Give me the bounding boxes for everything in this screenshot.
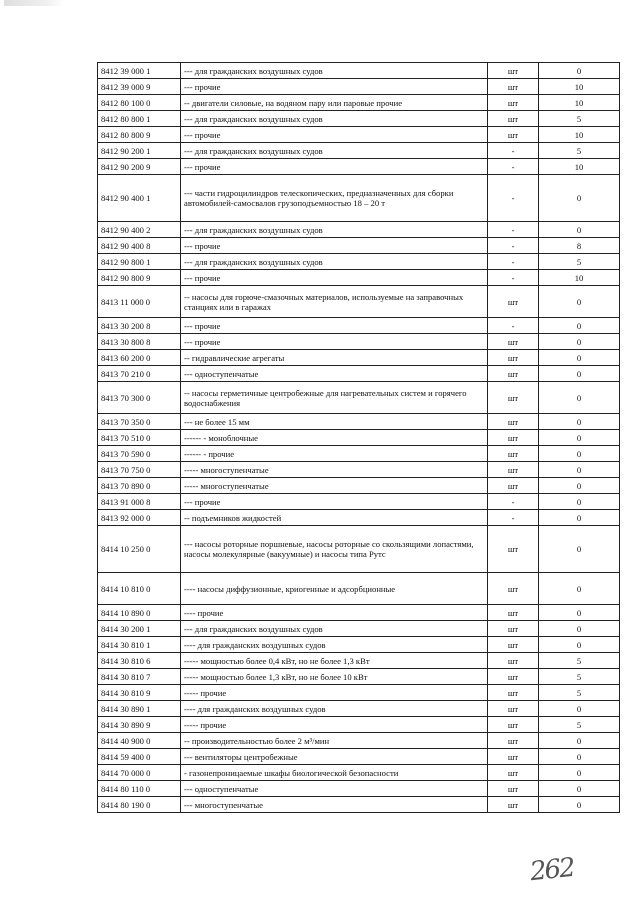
code-cell: 8414 10 810 0 xyxy=(98,573,181,605)
table-row xyxy=(98,286,620,318)
unit-cell: шт xyxy=(488,749,539,765)
description-cell: --- прочие xyxy=(181,494,488,510)
table-row xyxy=(98,270,620,286)
unit-cell: шт xyxy=(488,95,539,111)
rate-cell: 5 xyxy=(539,653,620,669)
code-cell: 8413 30 800 8 xyxy=(98,334,181,350)
rate-cell: 10 xyxy=(539,79,620,95)
table-row xyxy=(98,605,620,621)
code-cell: 8414 30 810 1 xyxy=(98,637,181,653)
page-number: 262 xyxy=(528,852,576,888)
unit-cell: шт xyxy=(488,605,539,621)
rate-cell: 0 xyxy=(539,382,620,414)
code-cell: 8412 90 400 8 xyxy=(98,238,181,254)
table-row xyxy=(98,63,620,79)
code-cell: 8414 30 810 9 xyxy=(98,685,181,701)
table-row xyxy=(98,701,620,717)
description-cell: --- части гидроцилиндров телескопических, предназначенных для сборки автомобилей-самосвалов грузоподъемностью 18 – 20 т xyxy=(181,175,488,222)
description-cell: - газонепроницаемые шкафы биологической безопасности xyxy=(181,765,488,781)
rate-cell: 10 xyxy=(539,270,620,286)
unit-cell: шт xyxy=(488,334,539,350)
code-cell: 8414 10 250 0 xyxy=(98,526,181,573)
unit-cell: шт xyxy=(488,382,539,414)
unit-cell: шт xyxy=(488,797,539,813)
description-cell: --- одноступенчатые xyxy=(181,781,488,797)
description-cell: ----- мощностью более 1,3 кВт, но не более 10 кВт xyxy=(181,669,488,685)
table-row xyxy=(98,127,620,143)
table-row xyxy=(98,414,620,430)
description-cell: ---- насосы диффузионные, криогенные и адсорбционные xyxy=(181,573,488,605)
code-cell: 8413 70 510 0 xyxy=(98,430,181,446)
description-cell: --- для гражданских воздушных судов xyxy=(181,254,488,270)
unit-cell: - xyxy=(488,254,539,270)
description-cell: --- прочие xyxy=(181,318,488,334)
description-cell: --- прочие xyxy=(181,79,488,95)
description-cell: -- производительностью более 2 м³/мин xyxy=(181,733,488,749)
table-row xyxy=(98,95,620,111)
rate-cell: 0 xyxy=(539,462,620,478)
code-cell: 8414 80 190 0 xyxy=(98,797,181,813)
unit-cell: - xyxy=(488,143,539,159)
table-row xyxy=(98,669,620,685)
rate-cell: 0 xyxy=(539,446,620,462)
description-cell: --- не более 15 мм xyxy=(181,414,488,430)
rate-cell: 0 xyxy=(539,430,620,446)
unit-cell: - xyxy=(488,510,539,526)
description-cell: --- для гражданских воздушных судов xyxy=(181,111,488,127)
code-cell: 8413 70 210 0 xyxy=(98,366,181,382)
description-cell: --- прочие xyxy=(181,270,488,286)
table-row xyxy=(98,765,620,781)
description-cell: ----- мощностью более 0,4 кВт, но не более 1,3 кВт xyxy=(181,653,488,669)
unit-cell: шт xyxy=(488,127,539,143)
description-cell: --- для гражданских воздушных судов xyxy=(181,63,488,79)
table-row xyxy=(98,143,620,159)
code-cell: 8412 90 200 9 xyxy=(98,159,181,175)
tariff-table xyxy=(97,62,620,813)
table-row xyxy=(98,111,620,127)
description-cell: --- одноступенчатые xyxy=(181,366,488,382)
rate-cell: 0 xyxy=(539,494,620,510)
code-cell: 8413 30 200 8 xyxy=(98,318,181,334)
unit-cell: шт xyxy=(488,765,539,781)
unit-cell: шт xyxy=(488,430,539,446)
table-row xyxy=(98,446,620,462)
unit-cell: шт xyxy=(488,350,539,366)
code-cell: 8414 40 900 0 xyxy=(98,733,181,749)
unit-cell: шт xyxy=(488,573,539,605)
rate-cell: 0 xyxy=(539,350,620,366)
table-row xyxy=(98,685,620,701)
description-cell: -- насосы герметичные центробежные для нагревательных систем и горячего водоснабжения xyxy=(181,382,488,414)
description-cell: ---- для гражданских воздушных судов xyxy=(181,701,488,717)
unit-cell: шт xyxy=(488,781,539,797)
description-cell: --- для гражданских воздушных судов xyxy=(181,621,488,637)
rate-cell: 0 xyxy=(539,733,620,749)
code-cell: 8414 80 110 0 xyxy=(98,781,181,797)
code-cell: 8412 90 200 1 xyxy=(98,143,181,159)
description-cell: ---- прочие xyxy=(181,605,488,621)
unit-cell: шт xyxy=(488,366,539,382)
table-row xyxy=(98,733,620,749)
table-row xyxy=(98,510,620,526)
unit-cell: шт xyxy=(488,653,539,669)
table-row xyxy=(98,781,620,797)
handwritten-page-number xyxy=(528,852,620,895)
code-cell: 8414 10 890 0 xyxy=(98,605,181,621)
code-cell: 8414 30 890 9 xyxy=(98,717,181,733)
table-row xyxy=(98,494,620,510)
rate-cell: 0 xyxy=(539,366,620,382)
unit-cell: - xyxy=(488,494,539,510)
code-cell: 8412 90 400 1 xyxy=(98,175,181,222)
description-cell: -- гидравлические агрегаты xyxy=(181,350,488,366)
code-cell: 8413 11 000 0 xyxy=(98,286,181,318)
rate-cell: 8 xyxy=(539,238,620,254)
table-row xyxy=(98,526,620,573)
rate-cell: 0 xyxy=(539,63,620,79)
code-cell: 8412 80 800 9 xyxy=(98,127,181,143)
description-cell: -- двигатели силовые, на водяном пару или паровые прочие xyxy=(181,95,488,111)
description-cell: --- прочие xyxy=(181,127,488,143)
description-cell: ------ - моноблочные xyxy=(181,430,488,446)
unit-cell: шт xyxy=(488,717,539,733)
unit-cell: шт xyxy=(488,701,539,717)
unit-cell: шт xyxy=(488,79,539,95)
unit-cell: шт xyxy=(488,669,539,685)
table-row xyxy=(98,254,620,270)
description-cell: --- прочие xyxy=(181,334,488,350)
description-cell: --- прочие xyxy=(181,159,488,175)
rate-cell: 0 xyxy=(539,637,620,653)
code-cell: 8412 80 800 1 xyxy=(98,111,181,127)
unit-cell: - xyxy=(488,270,539,286)
table-row xyxy=(98,797,620,813)
rate-cell: 0 xyxy=(539,765,620,781)
table-row xyxy=(98,637,620,653)
code-cell: 8412 90 800 1 xyxy=(98,254,181,270)
rate-cell: 5 xyxy=(539,685,620,701)
rate-cell: 0 xyxy=(539,526,620,573)
rate-cell: 0 xyxy=(539,175,620,222)
description-cell: ----- многоступенчатые xyxy=(181,462,488,478)
description-cell: --- для гражданских воздушных судов xyxy=(181,222,488,238)
table-row xyxy=(98,79,620,95)
code-cell: 8414 30 890 1 xyxy=(98,701,181,717)
unit-cell: шт xyxy=(488,478,539,494)
rate-cell: 0 xyxy=(539,605,620,621)
rate-cell: 0 xyxy=(539,573,620,605)
unit-cell: шт xyxy=(488,685,539,701)
description-cell: -- подъемников жидкостей xyxy=(181,510,488,526)
rate-cell: 0 xyxy=(539,334,620,350)
table-row xyxy=(98,478,620,494)
description-cell: ----- прочие xyxy=(181,717,488,733)
unit-cell: - xyxy=(488,159,539,175)
unit-cell: - xyxy=(488,318,539,334)
unit-cell: шт xyxy=(488,621,539,637)
description-cell: --- прочие xyxy=(181,238,488,254)
code-cell: 8413 60 200 0 xyxy=(98,350,181,366)
rate-cell: 0 xyxy=(539,286,620,318)
table-row xyxy=(98,717,620,733)
code-cell: 8413 70 890 0 xyxy=(98,478,181,494)
scan-corner-mark xyxy=(4,0,64,6)
description-cell: ---- для гражданских воздушных судов xyxy=(181,637,488,653)
code-cell: 8413 70 750 0 xyxy=(98,462,181,478)
rate-cell: 0 xyxy=(539,414,620,430)
code-cell: 8414 59 400 0 xyxy=(98,749,181,765)
code-cell: 8413 91 000 8 xyxy=(98,494,181,510)
unit-cell: - xyxy=(488,222,539,238)
table-row xyxy=(98,430,620,446)
unit-cell: шт xyxy=(488,733,539,749)
code-cell: 8413 70 590 0 xyxy=(98,446,181,462)
table-row xyxy=(98,350,620,366)
table-row xyxy=(98,573,620,605)
code-cell: 8412 39 000 9 xyxy=(98,79,181,95)
table-row xyxy=(98,366,620,382)
unit-cell: шт xyxy=(488,414,539,430)
table-row xyxy=(98,175,620,222)
table-row xyxy=(98,621,620,637)
rate-cell: 10 xyxy=(539,127,620,143)
description-cell: ----- прочие xyxy=(181,685,488,701)
table-row xyxy=(98,462,620,478)
unit-cell: шт xyxy=(488,286,539,318)
table-row xyxy=(98,222,620,238)
unit-cell: - xyxy=(488,238,539,254)
code-cell: 8414 30 200 1 xyxy=(98,621,181,637)
rate-cell: 10 xyxy=(539,159,620,175)
table-row xyxy=(98,159,620,175)
rate-cell: 0 xyxy=(539,621,620,637)
rate-cell: 0 xyxy=(539,318,620,334)
rate-cell: 0 xyxy=(539,749,620,765)
rate-cell: 0 xyxy=(539,510,620,526)
code-cell: 8413 70 350 0 xyxy=(98,414,181,430)
rate-cell: 0 xyxy=(539,222,620,238)
unit-cell: шт xyxy=(488,526,539,573)
table-row xyxy=(98,382,620,414)
rate-cell: 5 xyxy=(539,111,620,127)
rate-cell: 5 xyxy=(539,717,620,733)
unit-cell: шт xyxy=(488,111,539,127)
table-row xyxy=(98,318,620,334)
rate-cell: 10 xyxy=(539,95,620,111)
table-row xyxy=(98,334,620,350)
code-cell: 8412 90 800 9 xyxy=(98,270,181,286)
description-cell: --- вентиляторы центробежные xyxy=(181,749,488,765)
tariff-table-body xyxy=(98,63,620,813)
description-cell: -- насосы для горюче-смазочных материалов, используемые на заправочных станциях или в гаражах xyxy=(181,286,488,318)
unit-cell: шт xyxy=(488,462,539,478)
code-cell: 8412 90 400 2 xyxy=(98,222,181,238)
description-cell: ----- многоступенчатые xyxy=(181,478,488,494)
rate-cell: 5 xyxy=(539,254,620,270)
table-row xyxy=(98,749,620,765)
unit-cell: шт xyxy=(488,637,539,653)
code-cell: 8414 30 810 7 xyxy=(98,669,181,685)
unit-cell: шт xyxy=(488,63,539,79)
rate-cell: 5 xyxy=(539,143,620,159)
unit-cell: шт xyxy=(488,446,539,462)
rate-cell: 0 xyxy=(539,797,620,813)
code-cell: 8412 80 100 0 xyxy=(98,95,181,111)
description-cell: --- для гражданских воздушных судов xyxy=(181,143,488,159)
rate-cell: 0 xyxy=(539,478,620,494)
description-cell: --- многоступенчатые xyxy=(181,797,488,813)
rate-cell: 0 xyxy=(539,781,620,797)
code-cell: 8414 30 810 6 xyxy=(98,653,181,669)
unit-cell: - xyxy=(488,175,539,222)
code-cell: 8414 70 000 0 xyxy=(98,765,181,781)
rate-cell: 5 xyxy=(539,669,620,685)
table-row xyxy=(98,653,620,669)
rate-cell: 0 xyxy=(539,701,620,717)
code-cell: 8413 70 300 0 xyxy=(98,382,181,414)
code-cell: 8413 92 000 0 xyxy=(98,510,181,526)
description-cell: ------ - прочие xyxy=(181,446,488,462)
table-row xyxy=(98,238,620,254)
description-cell: --- насосы роторные поршневые, насосы роторные со скользящими лопастями, насосы молекулярные (вакуумные) и насосы типа Рутс xyxy=(181,526,488,573)
code-cell: 8412 39 000 1 xyxy=(98,63,181,79)
